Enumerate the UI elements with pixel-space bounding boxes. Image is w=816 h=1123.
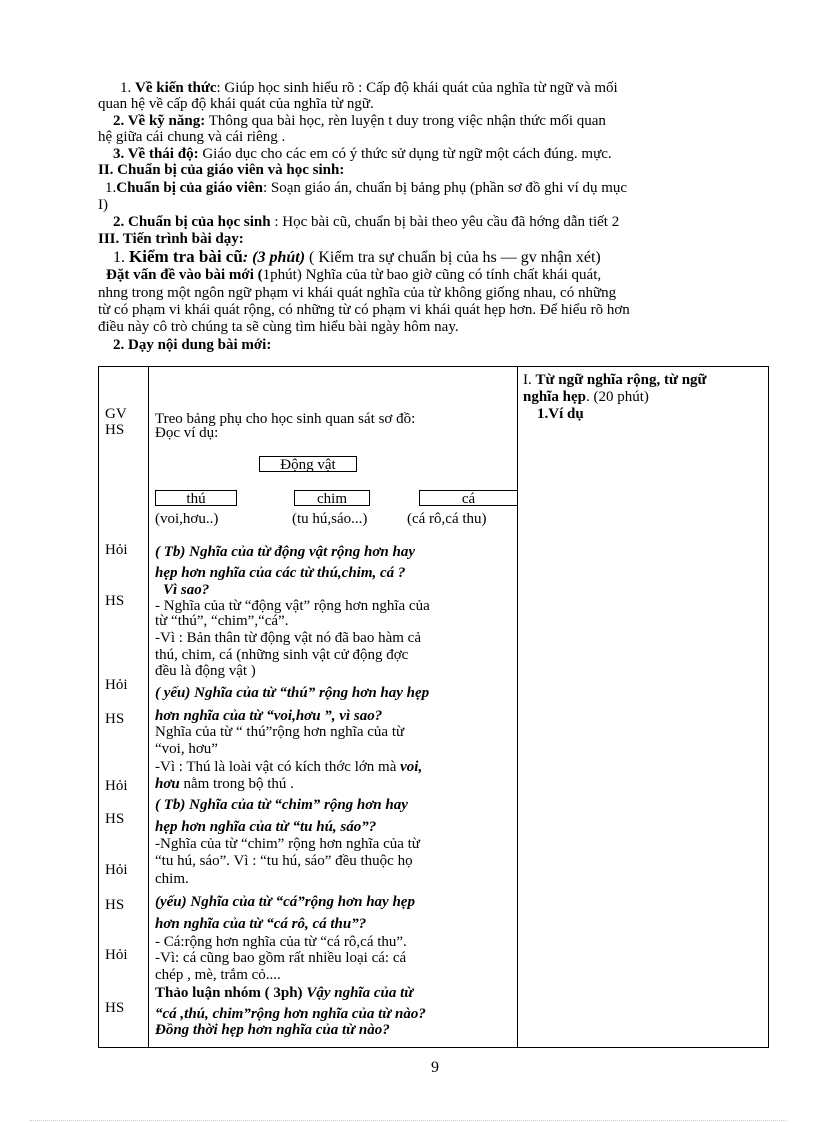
role-hs-5: HS — [105, 1000, 125, 1016]
student-preparation: 2. Chuẩn bị của học sinh : Học bài cũ, chuẩn bị bài theo yêu cầu đã hớng dẫn tiết 2 — [113, 214, 620, 230]
objective-skills-cont: hệ giữa cái chung và cái riêng . — [98, 129, 286, 145]
answer-2-line-4: hơu nằm trong bộ thú . — [155, 776, 294, 792]
objective-attitude: 3. Về thái độ: Giáo dục cho các em có ý thức sử dụng từ ngữ một cách đúng. mực. — [113, 146, 612, 162]
teacher-preparation: 1.Chuẩn bị của giáo viên: Soạn giáo án, chuẩn bị bảng phụ (phần sơ đồ ghi ví dụ mục — [105, 180, 628, 196]
teacher-instruction: Treo bảng phụ cho học sinh quan sát sơ đồ: — [155, 411, 416, 427]
objective-knowledge: 1. Về kiến thức: Giúp học sinh hiểu rõ : Cấp độ khái quát của nghĩa từ ngữ và mối — [120, 80, 618, 96]
example-heading: 1.Ví dụ — [537, 406, 584, 422]
role-hoi-5: Hỏi — [105, 947, 128, 963]
old-lesson-check: 1. Kiểm tra bài cũ: (3 phút) ( Kiểm tra sự chuẩn bị của hs — gv nhận xét) — [113, 247, 601, 266]
diagram-node-ca: cá — [419, 490, 517, 506]
role-hoi-2: Hỏi — [105, 677, 128, 693]
answer-3-line-3: chim. — [155, 871, 189, 887]
role-hs-2: HS — [105, 711, 125, 727]
role-gv: GV — [105, 406, 127, 422]
section-title-line-1: I. Từ ngữ nghĩa rộng, từ ngữ — [523, 372, 707, 388]
teacher-preparation-cont: I) — [98, 197, 108, 213]
introduction-line-4: điều này cô trò chúng ta sẽ cùng tìm hiểu bài ngày hôm nay. — [98, 319, 459, 335]
question-3-line-1: ( Tb) Nghĩa của từ “chim” rộng hơn hay — [155, 797, 408, 813]
group-discussion-line-2: “cá ,thú, chim”rộng hơn nghĩa của từ nào? — [155, 1006, 426, 1022]
role-hs-1: HS — [105, 593, 125, 609]
section-title-line-2: nghĩa hẹp. (20 phút) — [523, 389, 649, 405]
introduction-line-2: nhng trong một ngôn ngữ phạm vi khái quát nghĩa của từ không giống nhau, có những — [98, 285, 617, 301]
section-preparation-heading: II. Chuẩn bị của giáo viên và học sinh: — [98, 162, 345, 178]
answer-4-line-1: - Cá:rộng hơn nghĩa của từ “cá rô,cá thu”. — [155, 934, 407, 950]
group-discussion-line-1: Thảo luận nhóm ( 3ph) Vậy nghĩa của từ — [155, 985, 414, 1001]
introduction-line-1: Đặt vấn đề vào bài mới (1phút) Nghĩa của từ bao giờ cũng có tính chất khái quát, — [106, 267, 602, 283]
new-lesson-heading: 2. Dạy nội dung bài mới: — [113, 337, 272, 353]
question-1-line-3: Vì sao? — [163, 582, 210, 598]
objective-skills: 2. Về kỹ năng: Thông qua bài học, rèn luyện t duy trong việc nhận thức mối quan — [113, 113, 606, 129]
answer-2-line-2: “voi, hơu” — [155, 741, 218, 757]
role-hoi-1: Hỏi — [105, 542, 128, 558]
group-discussion-line-3: Đồng thời hẹp hơn nghĩa của từ nào? — [155, 1022, 390, 1038]
diagram-example-chim: (tu hú,sáo...) — [292, 511, 368, 527]
answer-4-line-2: -Vì: cá cũng bao gồm rất nhiều loại cá: cá — [155, 950, 407, 966]
answer-2-line-3: -Vì : Thú là loài vật có kích thớc lớn mà voi, — [155, 759, 423, 775]
answer-3-line-2: “tu hú, sáo”. Vì : “tu hú, sáo” đều thuộc họ — [155, 853, 413, 869]
role-hs: HS — [105, 422, 125, 438]
question-1-line-1: ( Tb) Nghĩa của từ động vật rộng hơn hay — [155, 544, 415, 560]
role-hs-3: HS — [105, 811, 125, 827]
lesson-table — [98, 366, 769, 1048]
answer-1-line-2: từ “thú”, “chim”,“cá”. — [155, 613, 289, 629]
role-hoi-4: Hỏi — [105, 862, 128, 878]
answer-1-line-1: - Nghĩa của từ “động vật” rộng hơn nghĩa của — [155, 598, 430, 614]
introduction-line-3: từ có phạm vi khái quát rộng, có những từ có phạm vi khái quát hẹp hơn. Để hiểu rõ hơn — [98, 302, 630, 318]
answer-1-line-5: đều là động vật ) — [155, 663, 256, 679]
question-2-line-2: hơn nghĩa của từ “voi,hơu ”, vì sao? — [155, 708, 383, 724]
footer-divider — [30, 1120, 786, 1121]
column-divider-2 — [517, 367, 518, 1047]
role-hoi-3: Hỏi — [105, 778, 128, 794]
page-number: 9 — [431, 1059, 439, 1076]
answer-2-line-1: Nghĩa của từ “ thú”rộng hơn nghĩa của từ — [155, 724, 405, 740]
column-divider-1 — [148, 367, 149, 1047]
section-lesson-heading: III. Tiến trình bài dạy: — [98, 231, 244, 247]
question-3-line-2: hẹp hơn nghĩa của từ “tu hú, sáo”? — [155, 819, 377, 835]
diagram-root: Động vật — [259, 456, 357, 472]
answer-3-line-1: -Nghĩa của từ “chim” rộng hơn nghĩa của từ — [155, 836, 420, 852]
answer-4-line-3: chép , mè, trắm cỏ.... — [155, 967, 281, 983]
diagram-node-chim: chim — [294, 490, 370, 506]
objective-knowledge-cont: quan hệ về cấp độ khái quát của nghĩa từ ngữ. — [98, 96, 374, 112]
question-2-line-1: ( yếu) Nghĩa của từ “thú” rộng hơn hay hẹp — [155, 685, 430, 701]
diagram-node-thu: thú — [155, 490, 237, 506]
role-hs-4: HS — [105, 897, 125, 913]
question-4-line-2: hơn nghĩa của từ “cá rô, cá thu”? — [155, 916, 367, 932]
answer-1-line-3: -Vì : Bản thân từ động vật nó đã bao hàm cả — [155, 630, 421, 646]
diagram-example-thu: (voi,hơu..) — [155, 511, 219, 527]
diagram-example-ca: (cá rô,cá thu) — [407, 511, 487, 527]
answer-1-line-4: thú, chim, cá (những sinh vật cử động đợc — [155, 647, 409, 663]
read-example: Đọc ví dụ: — [155, 425, 219, 441]
question-4-line-1: (yếu) Nghĩa của từ “cá”rộng hơn hay hẹp — [155, 894, 415, 910]
question-1-line-2: hẹp hơn nghĩa của các từ thú,chim, cá ? — [155, 565, 406, 581]
